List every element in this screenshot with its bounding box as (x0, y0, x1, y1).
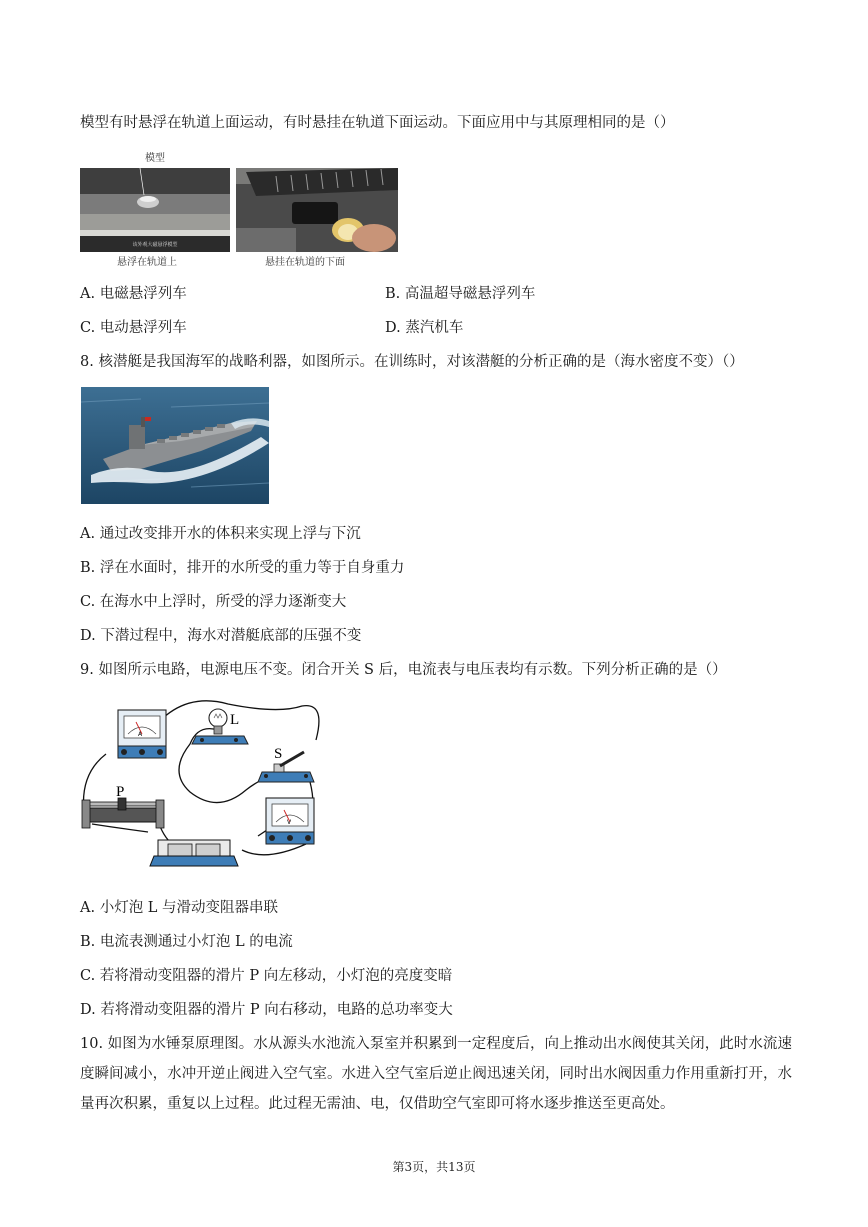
video-caption: 该外观大磁悬浮模型 (132, 242, 178, 248)
q9-option-a[interactable]: A. 小灯泡 L 与滑动变阻器串联 (80, 900, 279, 916)
page-footer: 第3页，共13页 (392, 1160, 476, 1174)
q9-stem: 9. 如图所示电路，电源电压不变。闭合开关 S 后，电流表与电压表均有示数。下列分析正确的是（） (80, 662, 727, 678)
ammeter-label: A (138, 731, 143, 738)
q7-stem: 模型有时悬浮在轨道上面运动，有时悬挂在轨道下面运动。下面应用中与其原理相同的是（） (80, 115, 675, 131)
q8-option-c[interactable]: C. 在海水中上浮时，所受的浮力逐渐变大 (80, 594, 347, 610)
caption-hanging-below: 悬挂在轨道的下面 (265, 257, 345, 268)
caption-suspended-above: 悬浮在轨道上 (117, 257, 177, 268)
q9-option-d[interactable]: D. 若将滑动变阻器的滑片 P 向右移动，电路的总功率变大 (80, 1002, 453, 1018)
q10-stem: 10. 如图为水锤泵原理图。水从源头水池流入泵室并积累到一定程度后，向上推动出水阀使其关闭，此时水流速度瞬间减小，水冲开逆止阀进入空气室。水进入空气室后逆止阀迅速关闭，同时出水阀因重力作用重新打开，水量再次积累，重复以上过程。此过程无需油、电，仅借助空气室即可将水逐步推送至更高处。 (80, 1036, 792, 1112)
maglev-model-hanging-photo (236, 168, 398, 252)
rheostat (82, 798, 164, 828)
q8-option-d[interactable]: D. 下潜过程中，海水对潜艇底部的压强不变 (80, 628, 362, 644)
q7-option-a[interactable]: A. 电磁悬浮列车 (80, 286, 187, 302)
submarine-photo (81, 387, 269, 504)
voltmeter-label: V (287, 819, 292, 826)
model-label: 模型 (145, 153, 165, 164)
q8-stem: 8. 核潜艇是我国海军的战略利器，如图所示。在训练时，对该潜艇的分析正确的是（海水密度不变）（） (80, 354, 744, 370)
bulb-label-l: L (230, 712, 240, 728)
circuit-diagram (78, 694, 330, 872)
q7-option-d[interactable]: D. 蒸汽机车 (385, 320, 464, 336)
battery-box (150, 840, 238, 866)
slider-label-p: P (116, 784, 125, 800)
q9-option-b[interactable]: B. 电流表测通过小灯泡 L 的电流 (80, 934, 293, 950)
switch-label-s: S (274, 746, 283, 762)
q7-option-b[interactable]: B. 高温超导磁悬浮列车 (385, 286, 536, 302)
q9-option-c[interactable]: C. 若将滑动变阻器的滑片 P 向左移动，小灯泡的亮度变暗 (80, 968, 453, 984)
bulb-icon (192, 709, 248, 744)
maglev-model-suspended-photo (80, 146, 230, 252)
q7-option-c[interactable]: C. 电动悬浮列车 (80, 320, 187, 336)
q8-option-a[interactable]: A. 通过改变排开水的体积来实现上浮与下沉 (80, 526, 361, 542)
switch-icon (258, 752, 314, 782)
q8-option-b[interactable]: B. 浮在水面时，排开的水所受的重力等于自身重力 (80, 560, 405, 576)
